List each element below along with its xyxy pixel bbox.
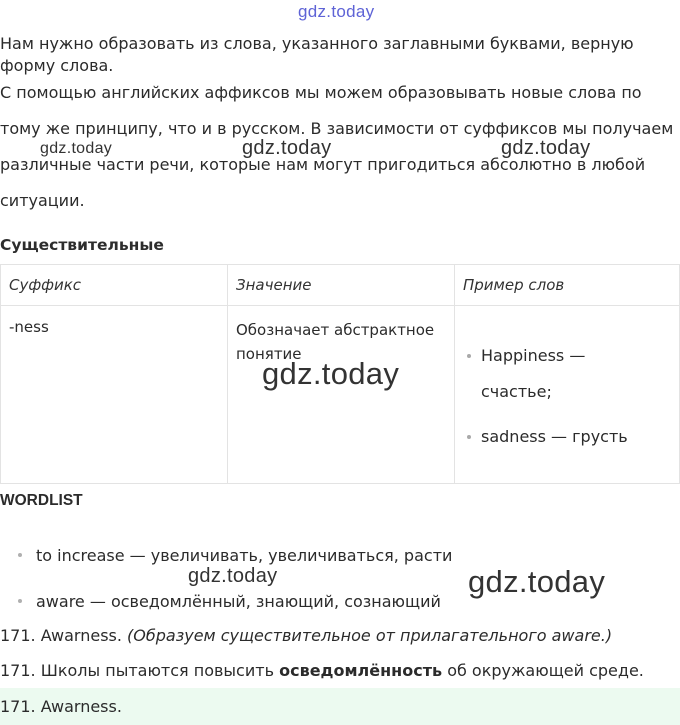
answer-note: (Образуем существительное от прилагательного aware.) bbox=[127, 626, 613, 645]
intro-paragraph-line: различные части речи, которые нам могут пригодиться абсолютно в любой bbox=[0, 155, 646, 174]
example-line: sadness — грусть bbox=[481, 427, 628, 446]
table-row bbox=[1, 306, 680, 484]
answer-text: об окружающей среде. bbox=[447, 661, 644, 680]
bullet-icon bbox=[18, 599, 22, 603]
watermark: gdz.today bbox=[40, 140, 113, 157]
intro-paragraph-line: тому же принципу, что и в русском. В зависимости от суффиксов мы получаем bbox=[0, 119, 674, 138]
intro-line-1: Нам нужно образовать из слова, указанного заглавными буквами, верную bbox=[0, 34, 634, 53]
example-line: Happiness — bbox=[481, 346, 586, 365]
answer-highlight: осведомлённость bbox=[279, 661, 443, 680]
list-item bbox=[0, 546, 680, 565]
cell-meaning bbox=[228, 306, 455, 484]
suffix-table bbox=[0, 264, 680, 484]
final-answer: 171. Awarness. bbox=[0, 688, 680, 725]
watermark: gdz.today bbox=[188, 565, 278, 587]
wordlist-heading: WORDLIST bbox=[0, 492, 83, 509]
example-line: счастье; bbox=[481, 382, 552, 401]
list-item bbox=[0, 592, 680, 611]
answer-line-2 bbox=[0, 661, 644, 680]
watermark: gdz.today bbox=[501, 137, 591, 159]
examples-list bbox=[463, 338, 671, 455]
wordlist-entry: aware — осведомлённый, знающий, сознающий bbox=[36, 592, 441, 611]
list-item bbox=[481, 419, 671, 455]
cell-examples bbox=[455, 306, 680, 484]
watermark: gdz.today bbox=[468, 564, 606, 599]
answer-text: Школы пытаются повысить bbox=[40, 661, 274, 680]
table-header-examples: Пример слов bbox=[455, 265, 680, 306]
answer-number: 171. bbox=[0, 626, 36, 645]
watermark: gdz.today bbox=[242, 137, 332, 159]
table-header-suffix: Суффикс bbox=[1, 265, 228, 306]
answer-line-1 bbox=[0, 626, 612, 645]
intro-line-2-cut: форму слова. bbox=[0, 56, 114, 75]
cell-suffix: -ness bbox=[1, 306, 228, 484]
bullet-icon bbox=[18, 553, 22, 557]
meaning-line: Обозначает абстрактное bbox=[236, 321, 435, 339]
watermark-top: gdz.today bbox=[298, 2, 375, 21]
answer-word: Awarness. bbox=[40, 626, 122, 645]
meaning-line: понятие bbox=[236, 345, 302, 363]
watermark: gdz.today bbox=[262, 356, 400, 391]
wordlist-entry: to increase — увеличивать, увеличиваться, расти bbox=[36, 546, 453, 565]
table-header-row bbox=[1, 265, 680, 306]
intro-paragraph-line: ситуации. bbox=[0, 191, 85, 210]
section-heading: Существительные bbox=[0, 236, 164, 254]
table-header-meaning: Значение bbox=[228, 265, 455, 306]
list-item bbox=[481, 338, 671, 410]
answer-number: 171. bbox=[0, 661, 36, 680]
intro-paragraph-line: С помощью английских аффиксов мы можем образовывать новые слова по bbox=[0, 83, 642, 102]
